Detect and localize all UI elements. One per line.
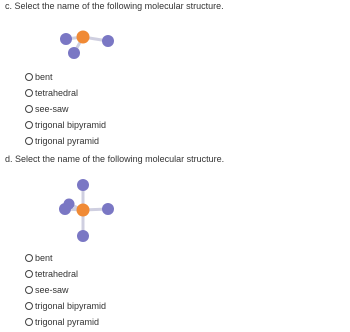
question-d-prompt: d. Select the name of the following molecular structure. — [5, 154, 225, 164]
option-label: tetrahedral — [35, 269, 79, 279]
option-label: trigonal pyramid — [35, 136, 100, 146]
option-d-tetrahedral[interactable] — [25, 266, 106, 282]
radio-button[interactable] — [25, 121, 33, 129]
option-label: bent — [35, 253, 53, 263]
option-d-bent[interactable] — [25, 250, 106, 266]
radio-button[interactable] — [25, 137, 33, 145]
option-label: bent — [35, 72, 53, 82]
outer-atom-c-left — [60, 33, 72, 45]
options-d — [25, 250, 106, 330]
radio-button[interactable] — [25, 254, 33, 262]
radio-button[interactable] — [25, 105, 33, 113]
option-label: trigonal bipyramid — [35, 301, 107, 311]
radio-button[interactable] — [25, 270, 33, 278]
option-label: trigonal pyramid — [35, 317, 100, 327]
option-c-bent[interactable] — [25, 69, 106, 85]
option-label: tetrahedral — [35, 88, 79, 98]
option-c-see-saw[interactable] — [25, 101, 106, 117]
outer-atom-d-bottom — [77, 230, 89, 242]
option-d-trigonal-bipyramid[interactable] — [25, 298, 106, 314]
central-atom-c — [77, 31, 90, 44]
question-c-prompt: c. Select the name of the following molecular structure. — [5, 1, 224, 11]
molecule-c-image — [54, 22, 124, 62]
molecule-d-image — [54, 174, 124, 246]
central-atom-d — [77, 204, 90, 217]
radio-button[interactable] — [25, 302, 33, 310]
option-c-tetrahedral[interactable] — [25, 85, 106, 101]
option-d-trigonal-pyramid[interactable] — [25, 314, 106, 330]
radio-button[interactable] — [25, 73, 33, 81]
outer-atom-d-right — [102, 203, 114, 215]
option-d-see-saw[interactable] — [25, 282, 106, 298]
radio-button[interactable] — [25, 89, 33, 97]
options-c — [25, 69, 106, 149]
option-c-trigonal-pyramid[interactable] — [25, 133, 106, 149]
outer-atom-c-bottom — [68, 47, 80, 59]
option-label: trigonal bipyramid — [35, 120, 107, 130]
radio-button[interactable] — [25, 318, 33, 326]
outer-atom-c-right — [102, 35, 114, 47]
option-c-trigonal-bipyramid[interactable] — [25, 117, 106, 133]
option-label: see-saw — [35, 285, 69, 295]
outer-atom-d-top — [77, 179, 89, 191]
option-label: see-saw — [35, 104, 69, 114]
radio-button[interactable] — [25, 286, 33, 294]
outer-atom-d-left — [59, 203, 71, 215]
